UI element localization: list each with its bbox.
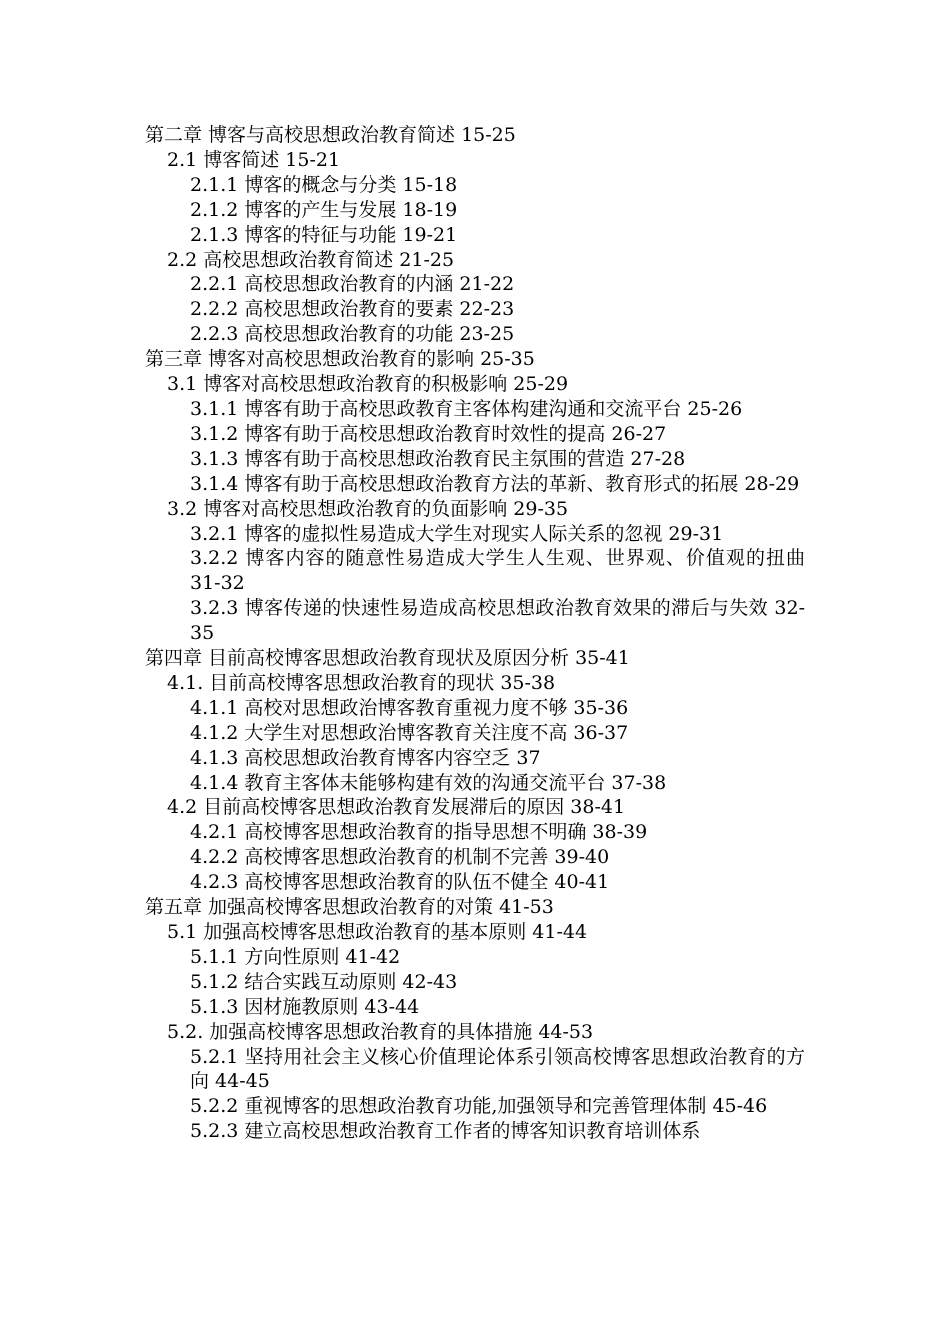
toc-subsection-entry: 3.1.4 博客有助于高校思想政治教育方法的革新、教育形式的拓展 28-29: [190, 472, 800, 495]
toc-section-entry: 2.1 博客简述 15-21: [167, 148, 341, 171]
toc-chapter-entry: 第二章 博客与高校思想政治教育简述 15-25: [145, 124, 516, 146]
toc-subsection-entry: 4.2.1 高校博客思想政治教育的指导思想不明确 38-39: [190, 821, 648, 844]
toc-subsection-entry: 5.1.3 因材施教原则 43-44: [190, 995, 420, 1018]
toc-chapter-entry: 第四章 目前高校博客思想政治教育现状及原因分析 35-41: [145, 647, 630, 670]
toc-section-entry: 5.2. 加强高校博客思想政治教育的具体措施 44-53: [167, 1020, 594, 1043]
toc-subsection-entry: 2.1.3 博客的特征与功能 19-21: [190, 223, 458, 246]
toc-subsection-entry: 4.1.3 高校思想政治教育博客内容空乏 37: [190, 746, 541, 769]
toc-subsection-entry: 2.2.1 高校思想政治教育的内涵 21-22: [190, 273, 515, 296]
toc-subsection-entry: 3.2.3 博客传递的快速性易造成高校思想政治教育效果的滞后与失效 32-35: [190, 597, 805, 645]
toc-subsection-entry: 3.1.2 博客有助于高校思想政治教育时效性的提高 26-27: [190, 422, 667, 445]
toc-subsection-entry: 4.2.3 高校博客思想政治教育的队伍不健全 40-41: [190, 871, 610, 894]
toc-subsection-entry: 3.1.1 博客有助于高校思政教育主客体构建沟通和交流平台 25-26: [190, 397, 743, 420]
toc-subsection-entry: 5.2.1 坚持用社会主义核心价值理论体系引领高校博客思想政治教育的方向 44-45: [190, 1045, 805, 1093]
toc-chapter-entry: 第五章 加强高校博客思想政治教育的对策 41-53: [145, 896, 554, 919]
toc-subsection-entry: 5.2.3 建立高校思想政治教育工作者的博客知识教育培训体系: [190, 1120, 701, 1143]
toc-subsection-entry: 3.2.2 博客内容的随意性易造成大学生人生观、世界观、价值观的扭曲 31-32: [190, 547, 805, 595]
toc-section-entry: 3.2 博客对高校思想政治教育的负面影响 29-35: [167, 497, 569, 520]
toc-section-entry: 3.1 博客对高校思想政治教育的积极影响 25-29: [167, 373, 569, 396]
toc-subsection-entry: 5.1.2 结合实践互动原则 42-43: [190, 970, 458, 993]
toc-subsection-entry: 4.1.2 大学生对思想政治博客教育关注度不高 36-37: [190, 721, 629, 744]
toc-subsection-entry: 2.2.2 高校思想政治教育的要素 22-23: [190, 298, 515, 321]
toc-section-entry: 4.2 目前高校博客思想政治教育发展滞后的原因 38-41: [167, 796, 626, 819]
toc-subsection-entry: 3.1.3 博客有助于高校思想政治教育民主氛围的营造 27-28: [190, 447, 686, 470]
toc-subsection-entry: 4.1.1 高校对思想政治博客教育重视力度不够 35-36: [190, 696, 629, 719]
toc-section-entry: 2.2 高校思想政治教育简述 21-25: [167, 248, 455, 271]
toc-subsection-entry: 2.1.1 博客的概念与分类 15-18: [190, 173, 458, 196]
toc-subsection-entry: 5.1.1 方向性原则 41-42: [190, 945, 401, 968]
toc-subsection-entry: 4.1.4 教育主客体未能够构建有效的沟通交流平台 37-38: [190, 771, 667, 794]
toc-subsection-entry: 5.2.2 重视博客的思想政治教育功能,加强领导和完善管理体制 45-46: [190, 1095, 768, 1118]
toc-subsection-entry: 2.1.2 博客的产生与发展 18-19: [190, 198, 458, 221]
table-of-contents: [145, 123, 805, 1144]
toc-section-entry: 5.1 加强高校博客思想政治教育的基本原则 41-44: [167, 921, 588, 943]
toc-subsection-entry: 4.2.2 高校博客思想政治教育的机制不完善 39-40: [190, 846, 610, 869]
toc-subsection-entry: 3.2.1 博客的虚拟性易造成大学生对现实人际关系的忽视 29-31: [190, 522, 724, 545]
toc-subsection-entry: 2.2.3 高校思想政治教育的功能 23-25: [190, 323, 515, 346]
toc-section-entry: 4.1. 目前高校博客思想政治教育的现状 35-38: [167, 671, 556, 694]
toc-chapter-entry: 第三章 博客对高校思想政治教育的影响 25-35: [145, 348, 535, 371]
